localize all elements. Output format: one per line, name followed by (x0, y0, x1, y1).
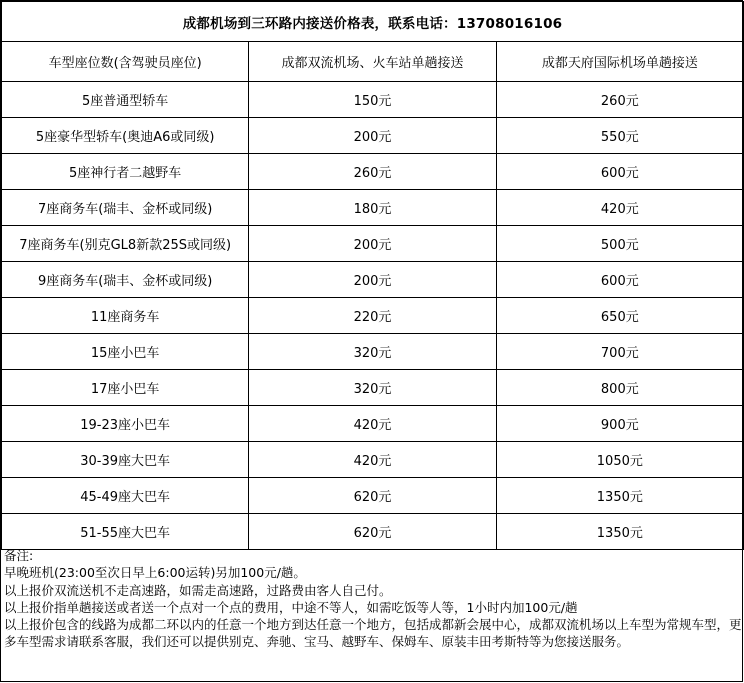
header-vehicle-type: 车型座位数(含驾驶员座位) (2, 42, 249, 82)
note-night-surcharge: 早晚班机(23:00至次日早上6:00运转)另加100元/趟。 (4, 565, 306, 581)
tianfu-price-cell: 700元 (496, 334, 743, 370)
vehicle-type-cell: 51-55座大巴车 (2, 514, 249, 550)
table-row (2, 154, 744, 190)
shuangliu-price-cell: 320元 (249, 370, 496, 406)
title-row (2, 2, 744, 42)
tianfu-price-cell: 900元 (496, 406, 743, 442)
header-row (2, 42, 744, 82)
table-row (2, 226, 744, 262)
shuangliu-price-cell: 200元 (249, 262, 496, 298)
tianfu-price-cell: 650元 (496, 298, 743, 334)
table-row (2, 262, 744, 298)
table-row (2, 442, 744, 478)
shuangliu-price-cell: 180元 (249, 190, 496, 226)
vehicle-type-cell: 11座商务车 (2, 298, 249, 334)
vehicle-type-cell: 30-39座大巴车 (2, 442, 249, 478)
note-coverage-area: 以上报价包含的线路为成都二环以内的任意一个地方到达任意一个地方，包括成都新会展中心，成都双流机场以上车型为常规车型，更多车型需求请联系客服，我们还可以提供别克、奔驰、宝马、越野车、保姆车、原装丰田考斯特等为您接送服务。 (4, 617, 742, 650)
table-row (2, 298, 744, 334)
vehicle-type-cell: 5座神行者二越野车 (2, 154, 249, 190)
table-row (2, 190, 744, 226)
vehicle-type-cell: 7座商务车(别克GL8新款25S或同级) (2, 226, 249, 262)
tianfu-price-cell: 260元 (496, 82, 743, 118)
notes-section (1, 543, 742, 651)
vehicle-type-cell: 5座普通型轿车 (2, 82, 249, 118)
tianfu-price-cell: 1350元 (496, 478, 743, 514)
vehicle-type-cell: 9座商务车(瑞丰、金杯或同级) (2, 262, 249, 298)
vehicle-type-cell: 17座小巴车 (2, 370, 249, 406)
shuangliu-price-cell: 620元 (249, 478, 496, 514)
header-tianfu-price: 成都天府国际机场单趟接送 (496, 42, 743, 82)
vehicle-type-cell: 5座豪华型轿车(奥迪A6或同级) (2, 118, 249, 154)
price-table (1, 1, 744, 550)
tianfu-price-cell: 420元 (496, 190, 743, 226)
vehicle-type-cell: 15座小巴车 (2, 334, 249, 370)
notes-heading: 备注: (4, 548, 34, 563)
shuangliu-price-cell: 260元 (249, 154, 496, 190)
shuangliu-price-cell: 200元 (249, 226, 496, 262)
table-row (2, 370, 744, 406)
note-highway-toll: 以上报价双流送机不走高速路，如需走高速路，过路费由客人自己付。 (4, 582, 392, 598)
shuangliu-price-cell: 200元 (249, 118, 496, 154)
shuangliu-price-cell: 320元 (249, 334, 496, 370)
tianfu-price-cell: 500元 (496, 226, 743, 262)
vehicle-type-cell: 19-23座小巴车 (2, 406, 249, 442)
shuangliu-price-cell: 620元 (249, 514, 496, 550)
table-row (2, 82, 744, 118)
shuangliu-price-cell: 220元 (249, 298, 496, 334)
tianfu-price-cell: 1050元 (496, 442, 743, 478)
tianfu-price-cell: 600元 (496, 154, 743, 190)
header-shuangliu-price: 成都双流机场、火车站单趟接送 (249, 42, 496, 82)
shuangliu-price-cell: 150元 (249, 82, 496, 118)
tianfu-price-cell: 600元 (496, 262, 743, 298)
tianfu-price-cell: 800元 (496, 370, 743, 406)
table-row (2, 406, 744, 442)
table-row (2, 478, 744, 514)
tianfu-price-cell: 550元 (496, 118, 743, 154)
shuangliu-price-cell: 420元 (249, 406, 496, 442)
note-waiting-fee: 以上报价指单趟接送或者送一个点对一个点的费用，中途不等人，如需吃饭等人等，1小时内加100元/趟 (4, 599, 578, 615)
table-title: 成都机场到三环路内接送价格表，联系电话：13708016106 (2, 2, 744, 42)
vehicle-type-cell: 7座商务车(瑞丰、金杯或同级) (2, 190, 249, 226)
tianfu-price-cell: 1350元 (496, 514, 743, 550)
table-row (2, 118, 744, 154)
shuangliu-price-cell: 420元 (249, 442, 496, 478)
table-row (2, 334, 744, 370)
vehicle-type-cell: 45-49座大巴车 (2, 478, 249, 514)
